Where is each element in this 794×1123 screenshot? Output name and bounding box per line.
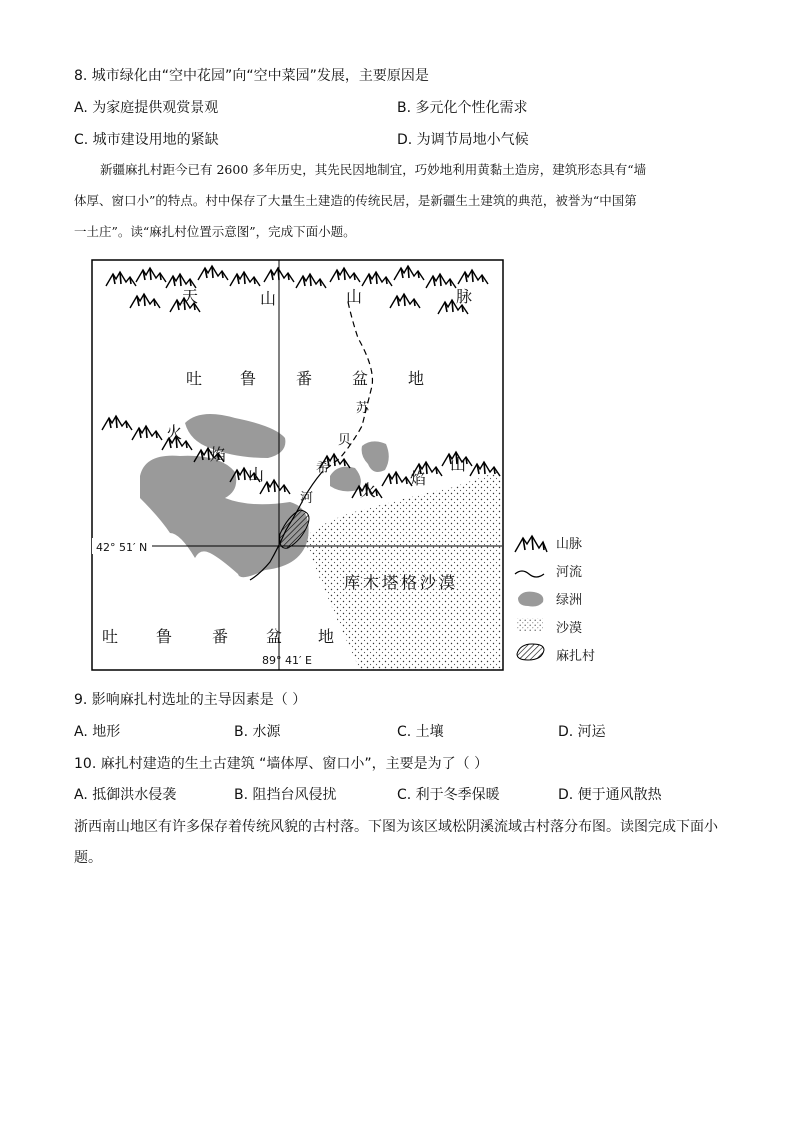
q8-stem: 8. 城市绿化由“空中花园”向“空中菜园”发展，主要原因是 [74,68,429,84]
label-river-xi: 希 [316,461,330,476]
label-huoyan-right-2: 山 [450,455,467,474]
q9-option-a: A. 地形 [74,724,121,740]
q9-stem: 9. 影响麻扎村选址的主导因素是（ ） [74,692,307,708]
label-basin-bottom-1: 鲁 [156,627,173,646]
legend-oasis-icon [518,592,543,607]
label-huoyan-left-0: 火 [166,423,183,442]
label-shan-1: 山 [260,289,277,308]
label-river-su: 苏 [356,401,370,416]
outro-line-2: 题。 [74,850,102,866]
label-mai: 脉 [456,287,473,306]
label-desert: 库木塔格沙漠 [344,573,459,592]
label-basin-top-2: 番 [296,369,313,388]
label-basin-bottom-4: 地 [318,627,335,646]
legend-village-label: 麻扎村 [556,649,596,664]
intro-line-3: 一土庄”。读“麻扎村位置示意图”，完成下面小题。 [74,224,356,239]
label-basin-top-3: 盆 [352,369,369,388]
legend-mountain-label: 山脉 [556,537,583,552]
label-basin-top-4: 地 [408,369,425,388]
q10-option-a: A. 抵御洪水侵袭 [74,787,177,803]
q8-option-c: C. 城市建设用地的紧缺 [74,132,219,148]
q8-option-a: A. 为家庭提供观赏景观 [74,100,219,116]
q9-option-b: B. 水源 [234,724,281,740]
label-river-he: 河 [300,491,314,506]
outro-line-1: 浙西南山地区有许多保存着传统风貌的古村落。下图为该区域松阴溪流域古村落分布图。读图完成下面小 [74,819,718,835]
label-river-bei: 贝 [338,433,352,448]
label-basin-top-1: 鲁 [240,369,257,388]
label-huoyan-right-1: 焰 [410,469,427,488]
longitude-label: 89° 41′ E [262,654,312,667]
q8-option-b: B. 多元化个性化需求 [397,100,528,116]
legend-desert-label: 沙漠 [556,621,583,636]
q10-option-c: C. 利于冬季保暖 [397,787,500,803]
label-tian: 天 [182,287,199,306]
label-shan-2: 山 [346,287,363,306]
q10-stem: 10. 麻扎村建造的生土古建筑 “墙体厚、窗口小”，主要是为了（ ） [74,756,489,772]
legend-river-label: 河流 [556,565,583,580]
q10-option-d: D. 便于通风散热 [558,787,662,803]
latitude-label: 42° 51′ N [96,541,148,554]
label-basin-bottom-2: 番 [212,627,229,646]
intro-line-2: 体厚、窗口小”的特点。村中保存了大量生土建造的传统民居，是新疆生土建筑的典范，被誉为“中国第 [74,193,637,208]
legend-oasis-label: 绿洲 [556,593,583,608]
legend-desert-icon [517,618,543,632]
label-huoyan-right-0: 火 [360,481,377,500]
label-basin-bottom-3: 盆 [266,627,283,646]
label-huoyan-left-2: 山 [248,465,265,484]
q8-option-d: D. 为调节局地小气候 [397,132,529,148]
legend-mountain-icon [515,536,547,552]
legend-village-icon [517,644,544,660]
q9-option-c: C. 土壤 [397,724,444,740]
q10-option-b: B. 阻挡台风侵扰 [234,787,337,803]
label-basin-bottom-0: 吐 [102,627,119,646]
label-huoyan-left-1: 焰 [210,445,227,464]
intro-line-1: 新疆麻扎村距今已有 2600 多年历史，其先民因地制宜，巧妙地利用黄黏土造房，建筑形态具有“墙 [100,162,647,177]
legend-symbols [514,534,548,664]
q9-option-d: D. 河运 [558,724,606,740]
legend-river-icon [515,571,544,577]
label-basin-top-0: 吐 [186,369,203,388]
